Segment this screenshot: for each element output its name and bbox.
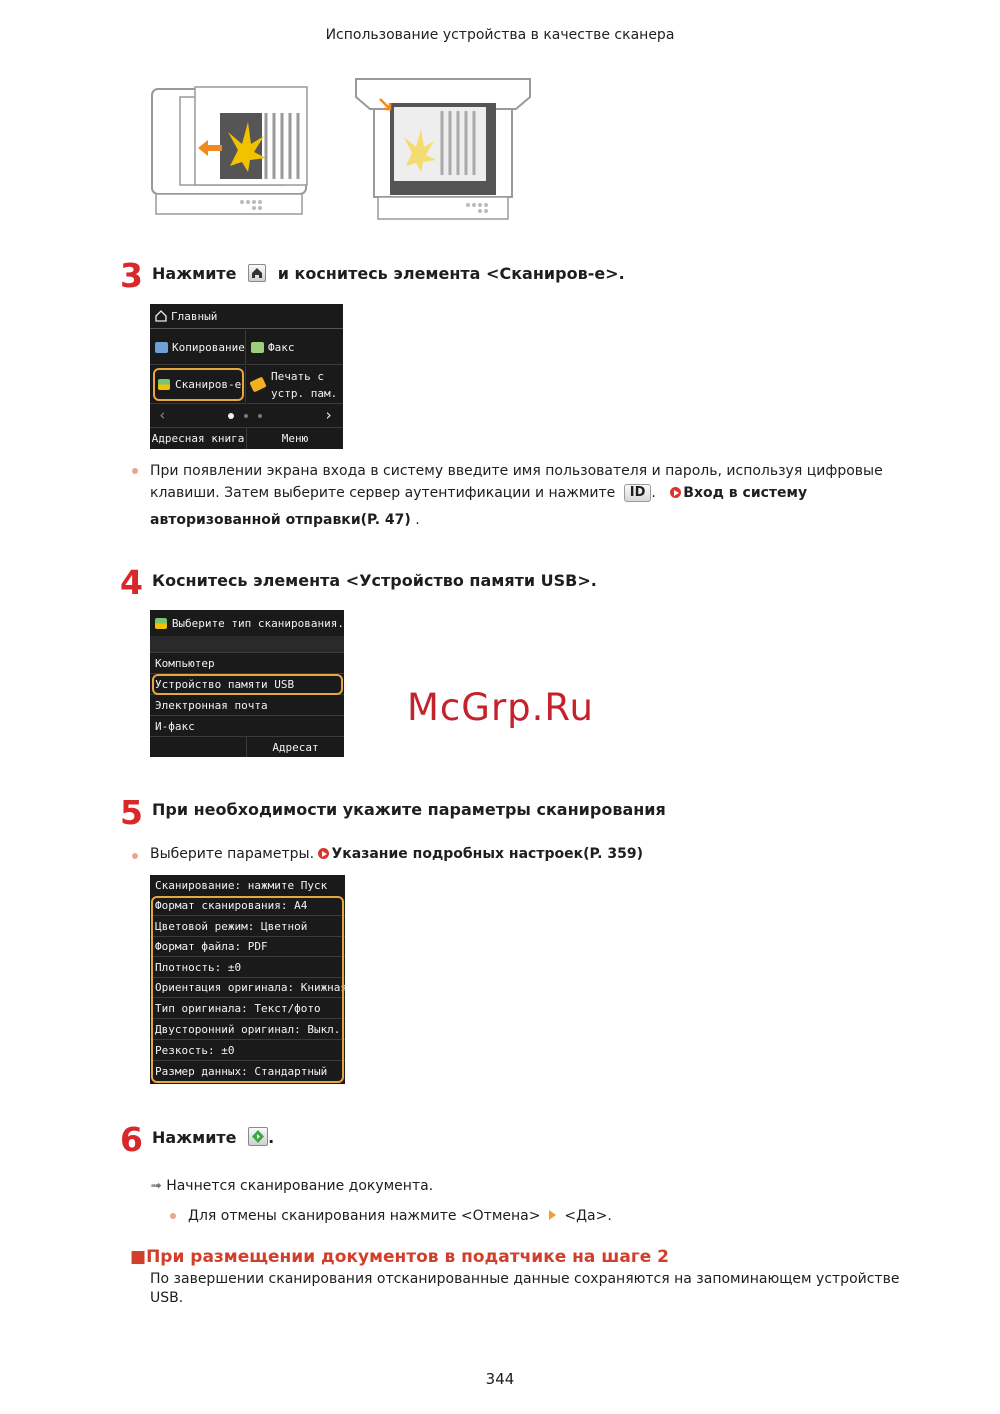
section-text [150, 1270, 950, 1308]
step-4-number: 4 [120, 563, 143, 602]
step-3-note [150, 460, 970, 531]
step-6-title-start: Нажмите [152, 1128, 237, 1147]
step-5-note-text: Выберите параметры. [150, 846, 315, 862]
home-screen [150, 304, 343, 449]
link-arrow-icon [670, 487, 681, 498]
detailed-settings-link-label: Указание подробных настроек(P. 359) [331, 846, 643, 862]
step-5-number: 5 [120, 793, 143, 832]
link-arrow-icon [318, 848, 329, 859]
step-4-title: Коснитесь элемента <Устройство памяти USB>. [152, 571, 597, 590]
home-screen-title-bar [150, 304, 343, 329]
section-title: При размещении документов в податчике на шаге 2 [146, 1247, 669, 1267]
step-3-title-end: и коснитесь элемента <Сканиров-е>. [277, 264, 625, 283]
page-header: Использование устройства в качестве сканера [325, 27, 675, 43]
scan-type-title-bar [150, 610, 344, 636]
copy-button-label: Копирование [172, 340, 245, 354]
home-key-icon [248, 264, 266, 282]
feeder-illustration [150, 75, 312, 224]
scan-button-label: Сканиров-е [175, 378, 242, 391]
step-6-number: 6 [120, 1120, 143, 1159]
page-navigation [150, 405, 343, 428]
address-book-button[interactable]: Адресная книга [150, 428, 247, 449]
setting-row[interactable]: Цветовой режим: Цветной [150, 916, 345, 937]
platen-illustration [352, 75, 534, 227]
print-button-label-line1: Печать с [271, 369, 324, 383]
step-3-note-line2: клавиши. Затем выберите сервер аутентификации и нажмите [150, 485, 616, 501]
section-marker: ■ [130, 1247, 147, 1267]
copy-button[interactable] [150, 330, 246, 365]
scan-type-item-usb[interactable]: Устройство памяти USB [150, 674, 344, 695]
scan-settings-title: Сканирование: нажмите Пуск [155, 879, 328, 892]
home-screen-title: Главный [171, 309, 218, 323]
step-5-title: При необходимости укажите параметры сканирования [152, 800, 666, 819]
setting-row[interactable]: Размер данных: Стандартный [155, 1064, 328, 1078]
page-dot-active [228, 413, 234, 419]
id-key-icon: ID [624, 484, 652, 502]
step-3-title [152, 264, 625, 283]
scan-settings-screen [150, 875, 348, 1084]
scan-icon [155, 618, 167, 629]
step-3-title-start: Нажмите [152, 264, 237, 283]
scan-type-screen [150, 610, 344, 757]
bullet [170, 1213, 176, 1219]
section-heading [130, 1247, 669, 1267]
scan-type-item[interactable]: И-факс [150, 716, 344, 737]
step-6-result [150, 1175, 433, 1197]
bullet [132, 468, 138, 474]
step-6-note [188, 1205, 612, 1227]
result-arrow-icon: ➟ [150, 1178, 162, 1194]
start-key-icon [248, 1127, 268, 1146]
settings-highlight [151, 896, 344, 1083]
setting-row[interactable]: Тип оригинала: Текст/фото [150, 998, 345, 1019]
setting-row[interactable]: Двусторонний оригинал: Выкл. [150, 1019, 345, 1040]
step-5-note [150, 843, 643, 865]
scan-button-highlight [153, 368, 244, 401]
nav-prev-button[interactable]: ‹ [158, 406, 168, 424]
setting-row[interactable]: Плотность: ±0 [150, 957, 345, 978]
fax-button[interactable] [247, 330, 343, 365]
login-link-end: . [415, 512, 420, 528]
step-3-note-period: . [651, 485, 656, 501]
usb-item-highlight [152, 674, 343, 695]
detailed-settings-link[interactable] [318, 846, 643, 862]
step-6-note-text: Для отмены сканирования нажмите <Отмена> [188, 1208, 541, 1224]
print-from-memory-button[interactable] [247, 366, 343, 404]
page-dot [258, 414, 262, 418]
step-3-note-line1: При появлении экрана входа в систему введите имя пользователя и пароль, используя цифровые [150, 463, 883, 479]
setting-row[interactable]: Резкость: ±0 [150, 1040, 345, 1061]
page-dot [244, 414, 248, 418]
next-arrow-icon [549, 1210, 556, 1220]
step-6-note-end: <Да>. [564, 1208, 612, 1224]
login-link-continued[interactable]: авторизованной отправки(P. 47) [150, 512, 411, 528]
usb-memory-icon [249, 377, 266, 393]
nav-next-button[interactable]: › [324, 406, 334, 424]
page-number: 344 [485, 1370, 515, 1388]
bullet [132, 853, 138, 859]
watermark: McGrp.Ru [407, 686, 594, 729]
fax-icon [251, 342, 264, 353]
step-6-title-end: . [268, 1128, 275, 1147]
title-separator [150, 636, 344, 653]
login-link-label-part1: Вход в систему [683, 485, 808, 501]
setting-row[interactable]: Формат файла: PDF [150, 937, 345, 957]
print-button-label-line2: устр. пам. [271, 386, 338, 400]
setting-row[interactable]: Ориентация оригинала: Книжная [150, 978, 345, 998]
scan-type-item[interactable]: Компьютер [150, 653, 344, 674]
section-text-line2: USB. [150, 1290, 184, 1306]
scan-type-title: Выберите тип сканирования. [171, 616, 344, 630]
destination-button[interactable]: Адресат [272, 740, 319, 754]
step-6-result-text: Начнется сканирование документа. [166, 1178, 434, 1194]
bottom-bar-empty [150, 737, 247, 757]
scan-type-item[interactable]: Электронная почта [150, 695, 344, 716]
setting-row[interactable]: Формат сканирования: A4 [150, 896, 345, 916]
home-icon [155, 310, 167, 322]
step-3-number: 3 [120, 256, 143, 295]
menu-button[interactable]: Меню [281, 432, 309, 445]
copy-icon [155, 342, 168, 353]
section-text-line1: По завершении сканирования отсканированные данные сохраняются на запоминающем устройстве [150, 1271, 900, 1287]
step-6-title [152, 1127, 274, 1147]
fax-button-label: Факс [268, 340, 295, 354]
login-link[interactable] [670, 485, 807, 501]
